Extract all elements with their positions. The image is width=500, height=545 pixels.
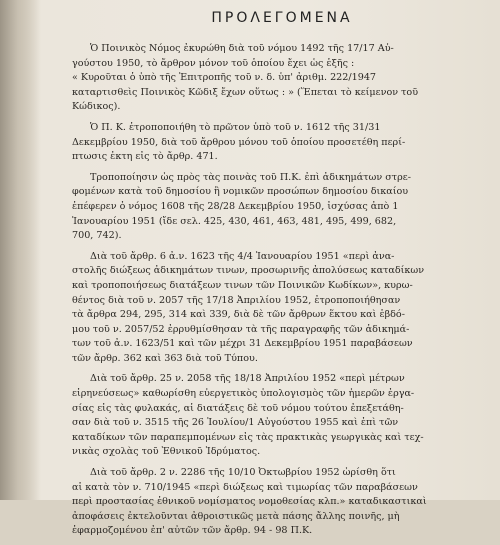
text-line: καὶ τροποποιήσεως διατάξεων τινων τῶν Ποινικῶν Κωδίκων», κυρω- xyxy=(72,279,413,291)
text-line: μου τοῦ ν. 2057/52 ἐρρυθμίσθησαν τὰ τῆς παραγραφῆς τῶν ἀδικημά- xyxy=(72,323,410,335)
text-line: περὶ προστασίας ἐθνικοῦ νομίσματος νομοθεσίας κλπ.» καταδικαστικαὶ xyxy=(72,496,427,508)
text-line: ἐπέφερεν ὁ νόμος 1608 τῆς 28/28 Δεκεμβρίου 1950, ἰσχύσας ἀπὸ 1 xyxy=(72,200,399,212)
text-line: νικὰς σχολὰς τοῦ Ἐθνικοῦ Ἱδρύματος. xyxy=(72,446,261,458)
text-line: φομένων κατὰ τοῦ δημοσίου ἢ νομικῶν προσώπων δημοσίου δικαίου xyxy=(72,186,409,198)
text-line: τῶν ἄρθρ. 362 καὶ 363 διὰ τοῦ Τύπου. xyxy=(72,352,258,364)
text-line: Ἰανουαρίου 1951 (ἴδε σελ. 425, 430, 461, 463, 481, 495, 499, 682, xyxy=(72,215,397,227)
paragraph xyxy=(72,466,492,539)
text-line: « Κυροῦται ὁ ὑπὸ τῆς Ἐπιτροπῆς τοῦ ν. δ. ὑπ' ἀριθμ. 222/1947 xyxy=(72,72,377,84)
page-title: ΠΡΟΛΕΓΟΜΕΝΑ xyxy=(211,10,353,26)
paragraph xyxy=(72,42,492,115)
paragraph-list xyxy=(72,42,492,545)
text-line: στολῆς διώξεως ἀδικημάτων τινων, προσωρινῆς ἀπολύσεως καταδίκων xyxy=(72,265,425,277)
text-line: Ὁ Π. Κ. ἐτροποποιήθη τὸ πρῶτον ὑπὸ τοῦ ν. 1612 τῆς 31/31 xyxy=(90,121,381,133)
text-line: Δεκεμβρίου 1950, διὰ τοῦ ἄρθρου μόνου τοῦ ὁποίου προσετέθη περί- xyxy=(72,136,406,148)
paragraph xyxy=(72,372,492,460)
text-line: Διὰ τοῦ ἄρθρ. 2 ν. 2286 τῆς 10/10 Ὀκτωβρίου 1952 ὡρίσθη ὅτι xyxy=(90,467,396,479)
text-line: Κώδικος). xyxy=(72,101,121,113)
text-line: Διὰ τοῦ ἄρθρ. 25 ν. 2058 τῆς 18/18 Ἀπριλίου 1952 «περὶ μέτρων xyxy=(90,373,405,385)
text-line: τὰ ἄρθρα 294, 295, 314 καὶ 339, διὰ δὲ τῶν ἄρθρων ἕκτου καὶ ἑβδό- xyxy=(72,309,405,321)
text-line: Διὰ τοῦ ἄρθρ. 6 ἀ.ν. 1623 τῆς 4/4 Ἰανουαρίου 1951 «περὶ ἀνα- xyxy=(90,250,395,262)
text-line: ἀποφάσεις ἐκτελοῦνται ἀθροιστικῶς μετὰ πάσης ἄλλης ποινῆς, μὴ xyxy=(72,510,400,522)
text-line: Ὁ Ποινικὸς Νόμος ἐκυρώθη διὰ τοῦ νόμου 1492 τῆς 17/17 Αὐ- xyxy=(90,43,394,54)
text-line: πτωσις ἐκτη εἰς τὸ ἄρθρ. 471. xyxy=(72,151,218,163)
paragraph xyxy=(72,171,492,244)
page-content xyxy=(72,10,492,545)
paragraph-gap xyxy=(72,539,492,545)
paragraph xyxy=(72,121,492,165)
text-line: θέντος διὰ τοῦ ν. 2057 τῆς 17/18 Ἀπριλίου 1952, ἐτροποποιήθησαν xyxy=(72,294,401,306)
text-line: ἐφαρμοζομένου ἐπ' αὐτῶν τῶν ἄρθρ. 94 - 98 Π.Κ. xyxy=(72,525,313,537)
text-line: αἱ κατὰ τὸν ν. 710/1945 «περὶ διώξεως καὶ τιμωρίας τῶν παραβάσεων xyxy=(72,481,418,493)
text-line: γούστου 1950, τὸ ἄρθρον μόνον τοῦ ὁποίου ἔχει ὡς ἑξῆς : xyxy=(72,57,355,69)
text-line: εἰρηνεύσεως» καθωρίσθη εὐεργετικὸς ὑπολογισμὸς τῶν ἡμερῶν ἐργα- xyxy=(72,388,415,400)
text-line: των τοῦ ἀ.ν. 1623/51 καὶ τῶν μέχρι 31 Δεκεμβρίου 1951 παραβάσεων xyxy=(72,338,413,350)
book-spine-shadow xyxy=(0,0,40,500)
text-line: καταδίκων τῶν παραπεμπομένων εἰς τὰς πρακτικὰς γεωργικὰς καὶ τεχ- xyxy=(72,431,424,443)
text-line: καταρτισθεὶς Ποινικὸς Κῶδιξ ἔχων οὕτως : » (Ἕπεται τὸ κείμενον τοῦ xyxy=(72,86,419,98)
text-line: σίας εἰς τὰς φυλακάς, αἱ διατάξεις δὲ τοῦ νόμου τούτου ἐπεξετάθη- xyxy=(72,402,404,414)
paragraph xyxy=(72,250,492,367)
text-line: 700, 742). xyxy=(72,230,122,242)
text-line: σαν διὰ τοῦ ν. 3515 τῆς 26 Ἰουλίου/1 Αὐγούστου 1955 καὶ ἐπὶ τῶν xyxy=(72,417,399,429)
text-line: Τροποποίησιν ὡς πρὸς τὰς ποινὰς τοῦ Π.Κ. ἐπὶ ἀδικημάτων στρε- xyxy=(90,171,411,183)
